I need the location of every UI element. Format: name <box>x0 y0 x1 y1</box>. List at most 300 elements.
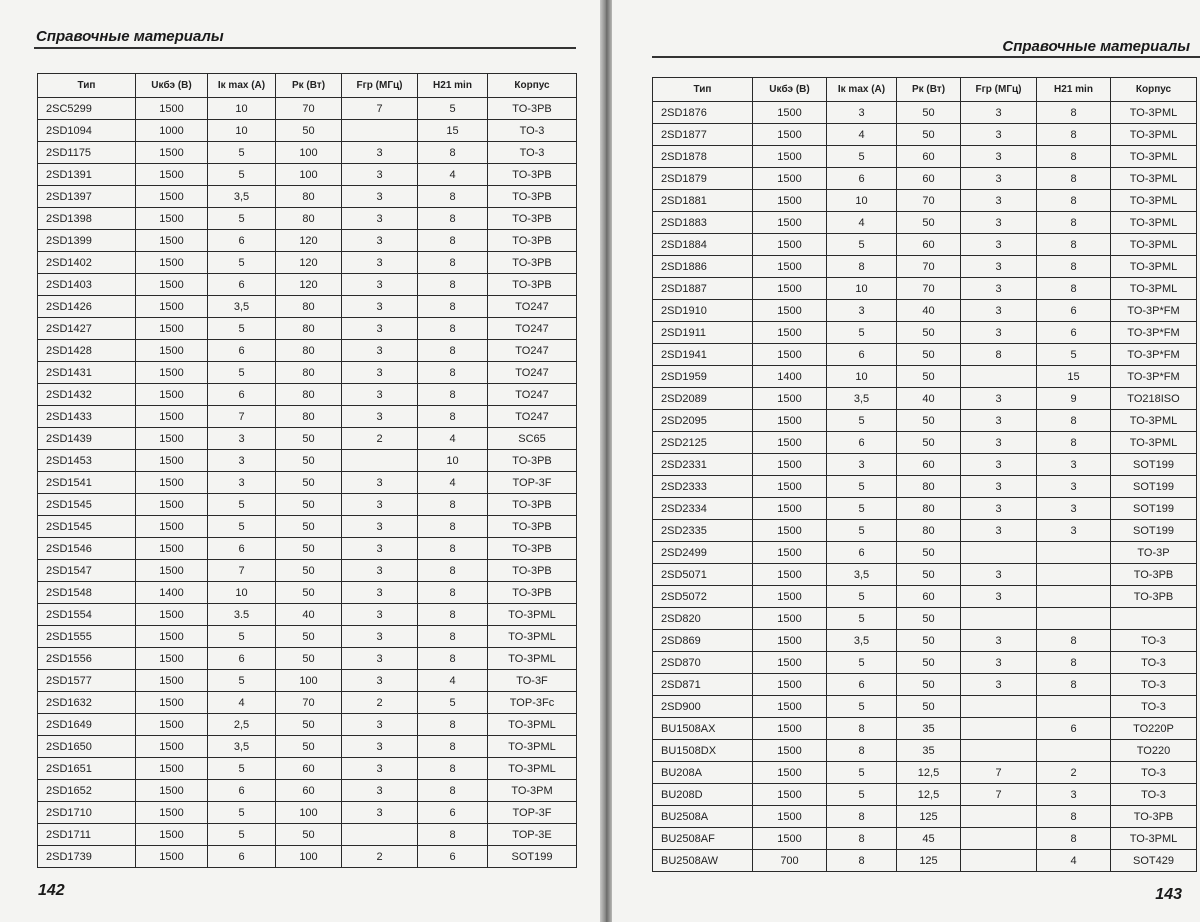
column-header-h21-min: H21 min <box>1037 78 1111 102</box>
table-row <box>38 186 577 208</box>
cell-pc: 80 <box>276 362 342 384</box>
cell-package: TO-3PB <box>488 164 577 186</box>
cell-type: 2SD1433 <box>38 406 136 428</box>
table-row <box>38 846 577 868</box>
cell-ic-max: 6 <box>208 648 276 670</box>
cell-h21-min: 3 <box>1037 454 1111 476</box>
column-header-package: Корпус <box>1111 78 1197 102</box>
cell-fgr: 3 <box>961 278 1037 300</box>
cell-package: TO247 <box>488 296 577 318</box>
cell-package: TO-3PML <box>1111 146 1197 168</box>
cell-h21-min: 3 <box>1037 498 1111 520</box>
cell-type: 2SD869 <box>653 630 753 652</box>
cell-ucbe: 1500 <box>753 454 827 476</box>
cell-type: 2SD820 <box>653 608 753 630</box>
cell-ucbe: 1500 <box>136 340 208 362</box>
cell-type: 2SD1556 <box>38 648 136 670</box>
cell-h21-min: 4 <box>418 670 488 692</box>
cell-type: 2SD1431 <box>38 362 136 384</box>
cell-h21-min: 2 <box>1037 762 1111 784</box>
cell-pc: 50 <box>276 494 342 516</box>
cell-package: TO-3PB <box>488 582 577 604</box>
cell-pc: 60 <box>276 758 342 780</box>
cell-h21-min: 8 <box>1037 410 1111 432</box>
cell-package: SOT429 <box>1111 850 1197 872</box>
cell-fgr: 3 <box>961 190 1037 212</box>
cell-ic-max: 3 <box>827 300 897 322</box>
cell-type: 2SD1884 <box>653 234 753 256</box>
cell-pc: 70 <box>897 190 961 212</box>
cell-ic-max: 6 <box>827 168 897 190</box>
cell-ucbe: 1500 <box>136 296 208 318</box>
cell-ic-max: 8 <box>827 740 897 762</box>
column-header-ic-max: Iк max (A) <box>827 78 897 102</box>
cell-ucbe: 1500 <box>136 692 208 714</box>
cell-package: SOT199 <box>1111 476 1197 498</box>
table-row <box>38 230 577 252</box>
cell-type: 2SD1548 <box>38 582 136 604</box>
cell-ic-max: 5 <box>827 498 897 520</box>
cell-type: 2SD1879 <box>653 168 753 190</box>
table-row <box>38 208 577 230</box>
cell-pc: 50 <box>897 366 961 388</box>
cell-h21-min <box>1037 564 1111 586</box>
cell-type: 2SD1650 <box>38 736 136 758</box>
cell-ic-max: 3 <box>208 428 276 450</box>
table-row <box>653 146 1197 168</box>
cell-ic-max: 3,5 <box>827 630 897 652</box>
cell-ucbe: 1500 <box>136 186 208 208</box>
cell-fgr: 3 <box>342 714 418 736</box>
cell-package: TO-3PB <box>488 494 577 516</box>
cell-ucbe: 1500 <box>753 498 827 520</box>
cell-pc: 50 <box>276 120 342 142</box>
column-header-pc: Pк (Вт) <box>276 74 342 98</box>
cell-package: TO-3 <box>1111 762 1197 784</box>
cell-ic-max: 3,5 <box>827 564 897 586</box>
cell-h21-min: 8 <box>418 516 488 538</box>
column-header-type: Тип <box>653 78 753 102</box>
cell-type: BU2508AW <box>653 850 753 872</box>
cell-ic-max: 8 <box>827 256 897 278</box>
cell-h21-min: 8 <box>418 252 488 274</box>
table-row <box>38 582 577 604</box>
cell-ucbe: 1500 <box>753 432 827 454</box>
cell-pc: 80 <box>276 340 342 362</box>
cell-fgr <box>961 542 1037 564</box>
cell-ic-max: 7 <box>208 560 276 582</box>
cell-ic-max: 10 <box>208 582 276 604</box>
cell-h21-min: 4 <box>418 164 488 186</box>
cell-fgr: 3 <box>961 674 1037 696</box>
cell-package: TO-3PML <box>1111 234 1197 256</box>
cell-pc: 50 <box>897 322 961 344</box>
column-header-h21-min: H21 min <box>418 74 488 98</box>
cell-ic-max: 8 <box>827 828 897 850</box>
cell-package: TO-3PML <box>488 648 577 670</box>
cell-ic-max: 6 <box>827 344 897 366</box>
table-row <box>653 806 1197 828</box>
cell-fgr: 3 <box>342 648 418 670</box>
table-row <box>38 714 577 736</box>
table-row <box>653 410 1197 432</box>
cell-ucbe: 1500 <box>136 604 208 626</box>
cell-type: 2SD1911 <box>653 322 753 344</box>
cell-ucbe: 1500 <box>753 608 827 630</box>
table-row <box>653 432 1197 454</box>
cell-h21-min: 5 <box>418 98 488 120</box>
cell-pc: 125 <box>897 806 961 828</box>
cell-ic-max: 8 <box>827 806 897 828</box>
cell-package: TO-3 <box>1111 696 1197 718</box>
cell-h21-min: 8 <box>418 560 488 582</box>
table-row <box>38 538 577 560</box>
cell-package: TO-3PML <box>1111 256 1197 278</box>
cell-type: BU208A <box>653 762 753 784</box>
table-row <box>38 626 577 648</box>
cell-package: TO-3 <box>488 142 577 164</box>
cell-type: 2SD5072 <box>653 586 753 608</box>
table-row <box>38 406 577 428</box>
cell-pc: 50 <box>897 652 961 674</box>
cell-h21-min: 8 <box>418 362 488 384</box>
table-row <box>653 212 1197 234</box>
cell-ucbe: 1500 <box>753 696 827 718</box>
table-row <box>653 344 1197 366</box>
cell-h21-min: 8 <box>418 208 488 230</box>
cell-package: TO-3PML <box>488 758 577 780</box>
cell-type: 2SD1432 <box>38 384 136 406</box>
cell-ucbe: 1500 <box>753 476 827 498</box>
cell-h21-min <box>1037 740 1111 762</box>
table-row <box>653 586 1197 608</box>
cell-package: TO-3PB <box>488 98 577 120</box>
table-row <box>38 164 577 186</box>
table-row <box>38 252 577 274</box>
cell-ucbe: 1000 <box>136 120 208 142</box>
table-row <box>653 696 1197 718</box>
cell-fgr: 3 <box>961 564 1037 586</box>
cell-pc: 50 <box>276 824 342 846</box>
cell-pc: 50 <box>276 450 342 472</box>
book-gutter <box>600 0 612 922</box>
cell-type: 2SD1427 <box>38 318 136 340</box>
table-header-row <box>653 78 1197 102</box>
cell-ic-max: 5 <box>827 234 897 256</box>
cell-ic-max: 6 <box>208 340 276 362</box>
cell-h21-min: 8 <box>1037 146 1111 168</box>
cell-ucbe: 1500 <box>136 714 208 736</box>
header-rule <box>652 56 1200 58</box>
cell-pc: 50 <box>276 626 342 648</box>
cell-package: TO247 <box>488 406 577 428</box>
cell-h21-min: 8 <box>418 736 488 758</box>
cell-ucbe: 1500 <box>753 762 827 784</box>
cell-pc: 60 <box>897 454 961 476</box>
cell-fgr: 3 <box>342 274 418 296</box>
cell-package: TO-3P*FM <box>1111 300 1197 322</box>
cell-pc: 80 <box>276 186 342 208</box>
table-body <box>38 98 577 868</box>
cell-h21-min: 8 <box>418 780 488 802</box>
table-row <box>38 604 577 626</box>
page-right <box>612 0 1200 922</box>
cell-ic-max: 8 <box>827 850 897 872</box>
cell-pc: 50 <box>897 542 961 564</box>
cell-type: 2SD1941 <box>653 344 753 366</box>
cell-h21-min <box>1037 586 1111 608</box>
cell-pc: 40 <box>897 300 961 322</box>
cell-ic-max: 4 <box>827 212 897 234</box>
cell-type: 2SD1878 <box>653 146 753 168</box>
cell-h21-min: 15 <box>1037 366 1111 388</box>
table-row <box>38 802 577 824</box>
cell-fgr <box>961 696 1037 718</box>
cell-type: 2SD1426 <box>38 296 136 318</box>
cell-ic-max: 3,5 <box>208 186 276 208</box>
table-body <box>653 102 1197 872</box>
cell-pc: 50 <box>897 344 961 366</box>
cell-fgr: 3 <box>961 212 1037 234</box>
cell-type: 2SD2333 <box>653 476 753 498</box>
cell-fgr: 3 <box>961 520 1037 542</box>
cell-fgr: 2 <box>342 846 418 868</box>
cell-package: TO-3PML <box>1111 168 1197 190</box>
cell-ic-max: 5 <box>827 784 897 806</box>
table-row <box>38 472 577 494</box>
cell-pc: 50 <box>897 674 961 696</box>
cell-type: 2SD1651 <box>38 758 136 780</box>
cell-fgr <box>961 608 1037 630</box>
cell-ucbe: 1500 <box>753 388 827 410</box>
cell-ic-max: 6 <box>827 542 897 564</box>
cell-ic-max: 5 <box>827 608 897 630</box>
cell-fgr: 3 <box>342 186 418 208</box>
cell-package: TO-3PB <box>488 274 577 296</box>
cell-package: TO218ISO <box>1111 388 1197 410</box>
cell-ucbe: 1500 <box>753 102 827 124</box>
page-header-title: Справочные материалы <box>1002 38 1190 55</box>
cell-h21-min: 8 <box>418 142 488 164</box>
cell-fgr: 3 <box>342 780 418 802</box>
table-row <box>653 168 1197 190</box>
cell-pc: 40 <box>276 604 342 626</box>
cell-ucbe: 1500 <box>136 472 208 494</box>
cell-type: 2SD2095 <box>653 410 753 432</box>
cell-ic-max: 5 <box>827 652 897 674</box>
cell-fgr: 3 <box>961 586 1037 608</box>
cell-pc: 45 <box>897 828 961 850</box>
cell-package: TO-3PML <box>1111 212 1197 234</box>
cell-type: 2SD1886 <box>653 256 753 278</box>
table-row <box>38 384 577 406</box>
cell-package: TO-3PB <box>488 516 577 538</box>
cell-h21-min: 8 <box>418 824 488 846</box>
cell-fgr: 3 <box>342 802 418 824</box>
cell-package: TO-3PML <box>488 736 577 758</box>
cell-type: 2SD870 <box>653 652 753 674</box>
table-row <box>653 300 1197 322</box>
cell-package: TO-3PML <box>1111 432 1197 454</box>
cell-fgr: 3 <box>342 604 418 626</box>
cell-ic-max: 8 <box>827 718 897 740</box>
cell-package: TOP-3E <box>488 824 577 846</box>
cell-type: BU2508A <box>653 806 753 828</box>
table-header-row <box>38 74 577 98</box>
cell-h21-min: 8 <box>418 604 488 626</box>
cell-ucbe: 1400 <box>136 582 208 604</box>
cell-package: TO-3PB <box>488 186 577 208</box>
table-row <box>653 564 1197 586</box>
cell-h21-min: 9 <box>1037 388 1111 410</box>
cell-ucbe: 1500 <box>136 318 208 340</box>
table-row <box>38 670 577 692</box>
cell-fgr <box>961 806 1037 828</box>
column-header-pc: Pк (Вт) <box>897 78 961 102</box>
cell-h21-min: 8 <box>418 230 488 252</box>
cell-pc: 80 <box>276 296 342 318</box>
cell-type: 2SD1402 <box>38 252 136 274</box>
cell-type: 2SC5299 <box>38 98 136 120</box>
cell-package: TO-3 <box>1111 674 1197 696</box>
cell-fgr: 3 <box>342 340 418 362</box>
cell-fgr: 3 <box>342 560 418 582</box>
cell-fgr: 3 <box>342 164 418 186</box>
cell-pc: 50 <box>897 124 961 146</box>
cell-ucbe: 1400 <box>753 366 827 388</box>
cell-package: TO-3 <box>1111 784 1197 806</box>
page-number: 143 <box>1155 886 1182 903</box>
cell-fgr: 7 <box>342 98 418 120</box>
table-row <box>653 476 1197 498</box>
cell-h21-min: 8 <box>418 714 488 736</box>
cell-h21-min: 6 <box>1037 718 1111 740</box>
cell-ic-max: 6 <box>208 274 276 296</box>
cell-fgr: 3 <box>961 234 1037 256</box>
table-row <box>653 542 1197 564</box>
cell-ic-max: 5 <box>208 362 276 384</box>
table-row <box>38 736 577 758</box>
cell-fgr: 3 <box>961 146 1037 168</box>
cell-h21-min: 8 <box>1037 630 1111 652</box>
cell-ucbe: 1500 <box>136 406 208 428</box>
cell-package: SOT199 <box>1111 454 1197 476</box>
cell-ucbe: 1500 <box>753 784 827 806</box>
cell-package: TO-3PB <box>1111 586 1197 608</box>
cell-pc: 35 <box>897 740 961 762</box>
cell-pc: 50 <box>276 428 342 450</box>
cell-type: BU1508AX <box>653 718 753 740</box>
cell-h21-min: 8 <box>1037 256 1111 278</box>
table-row <box>38 120 577 142</box>
cell-ic-max: 5 <box>208 824 276 846</box>
cell-pc: 120 <box>276 252 342 274</box>
cell-package: TO-3PB <box>1111 564 1197 586</box>
cell-pc: 120 <box>276 274 342 296</box>
cell-h21-min: 8 <box>1037 828 1111 850</box>
cell-pc: 80 <box>276 318 342 340</box>
cell-type: 2SD2335 <box>653 520 753 542</box>
cell-ic-max: 3,5 <box>827 388 897 410</box>
cell-fgr: 3 <box>342 670 418 692</box>
cell-ucbe: 1500 <box>753 674 827 696</box>
cell-h21-min: 8 <box>418 296 488 318</box>
cell-package: SOT199 <box>488 846 577 868</box>
cell-type: 2SD1881 <box>653 190 753 212</box>
cell-type: 2SD1649 <box>38 714 136 736</box>
cell-type: 2SD1554 <box>38 604 136 626</box>
cell-ic-max: 5 <box>208 164 276 186</box>
table-row <box>653 322 1197 344</box>
cell-fgr: 7 <box>961 784 1037 806</box>
cell-package: TO-3F <box>488 670 577 692</box>
cell-package: TO220 <box>1111 740 1197 762</box>
cell-pc: 50 <box>276 538 342 560</box>
table-row <box>653 762 1197 784</box>
cell-ucbe: 1500 <box>136 670 208 692</box>
cell-package: TO-3PML <box>1111 278 1197 300</box>
cell-pc: 70 <box>897 256 961 278</box>
cell-pc: 50 <box>897 410 961 432</box>
cell-pc: 50 <box>276 714 342 736</box>
cell-pc: 70 <box>276 692 342 714</box>
cell-ucbe: 1500 <box>136 450 208 472</box>
table-row <box>653 190 1197 212</box>
cell-package: TOP-3F <box>488 802 577 824</box>
cell-ic-max: 3,5 <box>208 736 276 758</box>
cell-ucbe: 1500 <box>753 542 827 564</box>
cell-type: 2SD1175 <box>38 142 136 164</box>
cell-ucbe: 1500 <box>753 564 827 586</box>
cell-type: BU1508DX <box>653 740 753 762</box>
cell-fgr: 3 <box>342 318 418 340</box>
cell-ic-max: 6 <box>208 538 276 560</box>
cell-ic-max: 5 <box>208 252 276 274</box>
cell-type: 2SD2125 <box>653 432 753 454</box>
cell-h21-min: 8 <box>418 186 488 208</box>
cell-ic-max: 5 <box>827 146 897 168</box>
cell-type: 2SD2089 <box>653 388 753 410</box>
cell-type: 2SD1959 <box>653 366 753 388</box>
cell-package: TO247 <box>488 384 577 406</box>
cell-ic-max: 5 <box>208 802 276 824</box>
cell-ucbe: 1500 <box>753 652 827 674</box>
cell-ucbe: 1500 <box>753 740 827 762</box>
table-row <box>653 256 1197 278</box>
cell-pc: 12,5 <box>897 784 961 806</box>
cell-type: BU208D <box>653 784 753 806</box>
table-row <box>38 648 577 670</box>
cell-ucbe: 1500 <box>753 586 827 608</box>
table-row <box>653 388 1197 410</box>
cell-fgr: 3 <box>961 476 1037 498</box>
cell-pc: 50 <box>276 560 342 582</box>
column-header-ic-max: Iк max (A) <box>208 74 276 98</box>
cell-type: 2SD5071 <box>653 564 753 586</box>
cell-ic-max: 5 <box>208 626 276 648</box>
cell-ic-max: 2,5 <box>208 714 276 736</box>
cell-ic-max: 5 <box>827 410 897 432</box>
cell-h21-min <box>1037 696 1111 718</box>
table-row <box>38 758 577 780</box>
page-header-title: Справочные материалы <box>36 28 224 45</box>
cell-h21-min <box>1037 608 1111 630</box>
cell-ucbe: 1500 <box>753 322 827 344</box>
cell-type: 2SD1887 <box>653 278 753 300</box>
cell-package: TO-3PB <box>488 230 577 252</box>
cell-fgr: 3 <box>342 758 418 780</box>
cell-ucbe: 1500 <box>136 274 208 296</box>
